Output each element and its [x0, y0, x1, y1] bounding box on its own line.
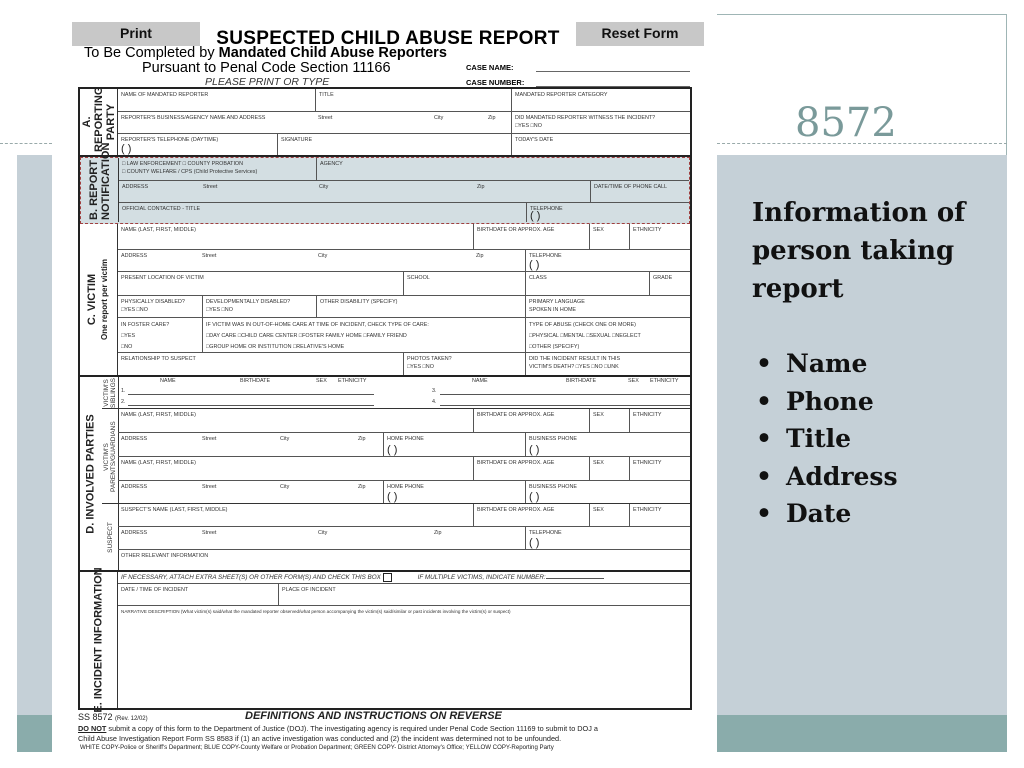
- sublabel-suspect: SUSPECT: [106, 521, 114, 553]
- instructions-line-2: Child Abuse Investigation Report Form SS 8583 if (1) an active investigation was conducted and (2) the incident was determined not to be unfounded.: [78, 734, 562, 743]
- suspect-birthdate-field[interactable]: BIRTHDATE OR APPROX. AGE: [474, 504, 590, 526]
- slide-title: 8572: [795, 100, 897, 146]
- form-row: [118, 433, 690, 457]
- suspect-name-field[interactable]: SUSPECT'S NAME (LAST, FIRST, MIDDLE): [118, 504, 474, 526]
- bullet-text: Name: [786, 349, 868, 378]
- bullet-item: • Name: [756, 349, 868, 378]
- column-header: ETHNICITY: [650, 378, 679, 384]
- slide-heading: Information of person taking report: [752, 198, 966, 304]
- field-label: City: [318, 253, 328, 259]
- definitions-note: DEFINITIONS AND INSTRUCTIONS ON REVERSE: [245, 710, 502, 722]
- section-reporting-party: [80, 86, 690, 157]
- field-label: City: [434, 115, 444, 121]
- bullet-text: Address: [786, 461, 898, 491]
- parent2-birthdate-field[interactable]: BIRTHDATE OR APPROX. AGE: [474, 457, 590, 480]
- victim-location-field[interactable]: PRESENT LOCATION OF VICTIM: [118, 272, 404, 295]
- sibling-number: 1.: [121, 388, 126, 394]
- signature-field[interactable]: SIGNATURE: [278, 134, 512, 155]
- field-label: TELEPHONE: [529, 253, 562, 259]
- form-row: [118, 250, 690, 272]
- field-label: City: [318, 530, 328, 536]
- death-checkboxes[interactable]: VICTIM'S DEATH? □YES □NO □UNK: [529, 364, 619, 370]
- bullet-list: [756, 345, 898, 533]
- field-label: City: [280, 436, 290, 442]
- suspect-sex-field[interactable]: SEX: [590, 504, 630, 526]
- form-row: [119, 203, 689, 222]
- parent2-name-field[interactable]: NAME (LAST, FIRST, MIDDLE): [118, 457, 474, 480]
- other-information-field[interactable]: OTHER RELEVANT INFORMATION: [121, 553, 209, 559]
- form-row: [118, 112, 690, 134]
- area-code: ( ): [530, 210, 541, 222]
- victim-name-field[interactable]: NAME (LAST, FIRST, MIDDLE): [118, 224, 474, 249]
- parent1-business-phone-field[interactable]: [526, 433, 690, 456]
- sibling-1-line[interactable]: [128, 394, 374, 395]
- field-label: ADDRESS: [121, 253, 148, 259]
- field-label: Zip: [477, 184, 485, 190]
- form-subtitle-2: Pursuant to Penal Code Section 11166: [142, 60, 391, 76]
- sibling-number: 4.: [432, 399, 437, 405]
- abuse-checkboxes[interactable]: □PHYSICAL □MENTAL □SEXUAL □NEGLECT: [529, 333, 641, 339]
- section-label: E. INCIDENT INFORMATION: [80, 572, 118, 708]
- attach-checkbox[interactable]: [383, 573, 392, 582]
- case-name-label: CASE NAME:: [466, 63, 514, 72]
- field-label: ADDRESS: [121, 484, 148, 490]
- official-telephone-field[interactable]: [527, 203, 689, 222]
- form-subtitle: [84, 45, 447, 61]
- column-header: BIRTHDATE: [240, 378, 271, 384]
- sibling-2-line[interactable]: [128, 405, 374, 406]
- todays-date-field[interactable]: TODAY'S DATE: [515, 137, 554, 143]
- parent1-birthdate-field[interactable]: BIRTHDATE OR APPROX. AGE: [474, 409, 590, 432]
- case-number-label: CASE NUMBER:: [466, 78, 525, 87]
- field-label: Street: [202, 484, 217, 490]
- yes-no-checkboxes[interactable]: □YES □NO: [206, 307, 233, 313]
- field-label: Street: [203, 184, 218, 190]
- agency-field[interactable]: AGENCY: [320, 161, 343, 167]
- form-row: [119, 181, 689, 203]
- column-header: NAME: [472, 378, 488, 384]
- area-code: ( ): [121, 143, 132, 155]
- divider: [717, 14, 1007, 15]
- bullet-item: • Title: [756, 424, 852, 453]
- parent2-ethnicity-field[interactable]: ETHNICITY: [633, 460, 662, 466]
- column-header: NAME: [160, 378, 176, 384]
- physically-disabled-field[interactable]: [118, 296, 203, 317]
- victim-count-field[interactable]: [546, 578, 604, 579]
- sublabel-siblings: VICTIM'S SIBLINGS: [103, 378, 118, 408]
- column-header: ETHNICITY: [338, 378, 367, 384]
- photos-taken-field[interactable]: [404, 353, 526, 375]
- form-row: [118, 550, 690, 570]
- section-label: A. REPORTING PARTY: [80, 89, 118, 155]
- grade-field[interactable]: GRADE: [653, 275, 673, 281]
- narrative-field[interactable]: NARRATIVE DESCRIPTION (What victim(s) said/what the mandated reporter observed/what person accompanying the victim(s) said/similar or past incidents involving the victim(s) or suspect): [121, 609, 511, 614]
- field-label: PRIMARY LANGUAGE: [529, 299, 585, 305]
- reporter-business-field[interactable]: [118, 112, 512, 133]
- parent2-address-field[interactable]: [118, 481, 384, 503]
- field-label: □ COUNTY WELFARE / CPS (Child Protective Services): [122, 169, 258, 175]
- field-label: TYPE OF ABUSE (CHECK ONE OR MORE): [529, 322, 636, 328]
- form-row: [118, 224, 690, 250]
- field-label: TELEPHONE: [530, 206, 563, 212]
- case-name-field[interactable]: [466, 63, 514, 72]
- case-number-field[interactable]: [466, 78, 524, 87]
- parent1-ethnicity-field[interactable]: ETHNICITY: [633, 412, 662, 418]
- victim-sex-field[interactable]: SEX: [590, 224, 630, 249]
- field-label: IF NECESSARY, ATTACH EXTRA SHEET(S) OR OTHER FORM(S) AND CHECK THIS BOX: [121, 574, 381, 582]
- attach-sheets-row: [118, 572, 690, 583]
- yes-no-checkboxes[interactable]: □YES □NO: [121, 307, 148, 313]
- class-field[interactable]: CLASS: [526, 272, 650, 295]
- reporter-title-field[interactable]: TITLE: [316, 89, 512, 111]
- official-contacted-field[interactable]: OFFICIAL CONTACTED - TITLE: [119, 203, 527, 222]
- section-involved-parties: [80, 377, 690, 572]
- yes-no-checkboxes[interactable]: □YES □NO: [407, 364, 434, 370]
- parent2-business-phone-field[interactable]: [526, 481, 690, 503]
- revision: (Rev. 12/02): [115, 716, 148, 722]
- suspect-address-field[interactable]: [118, 527, 526, 549]
- field-label: IF MULTIPLE VICTIMS, INDICATE NUMBER:: [417, 574, 546, 582]
- column-header: BIRTHDATE: [566, 378, 597, 384]
- section-label: B. REPORT NOTIFICATION: [81, 158, 119, 222]
- field-label: ADDRESS: [122, 184, 149, 190]
- witness-field[interactable]: [512, 112, 690, 133]
- area-code: ( ): [529, 259, 540, 271]
- victim-telephone-field[interactable]: [526, 250, 690, 271]
- section-title: C. VICTIM: [86, 273, 99, 326]
- report-form: [78, 86, 692, 713]
- field-label: HOME PHONE: [387, 436, 424, 442]
- victim-address-field[interactable]: [118, 250, 526, 271]
- reset-form-button[interactable]: Reset Form: [576, 22, 704, 46]
- bullet-text: Date: [786, 499, 852, 528]
- form-row: [118, 572, 690, 584]
- form-id: SS 8572: [78, 712, 113, 722]
- agency-type-checkboxes[interactable]: [119, 158, 317, 180]
- form-row: [118, 353, 690, 375]
- yes-checkbox[interactable]: □YES: [121, 333, 136, 339]
- form-row: [118, 504, 690, 527]
- parent1-address-field[interactable]: [118, 433, 384, 456]
- subtitle-text: To Be Completed by: [84, 45, 219, 61]
- form-title: SUSPECTED CHILD ABUSE REPORT: [216, 28, 560, 49]
- form-row: [118, 272, 690, 296]
- field-label: Zip: [488, 115, 496, 121]
- field-label: Street: [318, 115, 333, 121]
- field-label: HOME PHONE: [387, 484, 424, 490]
- field-label: PHYSICALLY DISABLED?: [121, 299, 185, 305]
- area-code: ( ): [529, 444, 540, 456]
- form-row: [118, 318, 690, 353]
- form-row: [118, 409, 690, 433]
- field-label: REPORTER'S TELEPHONE (DAYTIME): [121, 137, 219, 143]
- sublabel-parents: VICTIM'S PARENTS/GUARDIANS: [103, 420, 117, 492]
- foster-care-field[interactable]: [118, 318, 203, 352]
- field-label: IF VICTIM WAS IN OUT-OF-HOME CARE AT TIME OF INCIDENT, CHECK TYPE OF CARE:: [206, 322, 429, 328]
- field-label: Zip: [434, 530, 442, 536]
- copy-distribution: WHITE COPY-Police or Sheriff's Department; BLUE COPY-County Welfare or Probation Department; GREEN COPY- District Attorney's Office; YELLOW COPY-Reporting Party: [80, 744, 554, 751]
- form-row: [119, 158, 689, 181]
- sibling-number: 3.: [432, 388, 437, 394]
- field-label: BUSINESS PHONE: [529, 436, 577, 442]
- abuse-checkboxes[interactable]: □OTHER (SPECIFY): [529, 344, 580, 350]
- field-label: PHOTOS TAKEN?: [407, 356, 452, 362]
- field-label: City: [280, 484, 290, 490]
- dashed-divider: [0, 143, 52, 144]
- reporter-phone-field[interactable]: [118, 134, 278, 155]
- victim-ethnicity-field[interactable]: ETHNICITY: [633, 227, 662, 233]
- form-number: [78, 712, 148, 722]
- field-label: DID MANDATED REPORTER WITNESS THE INCIDENT?: [515, 115, 656, 121]
- do-not-label: DO NOT: [78, 724, 107, 733]
- reporter-name-field[interactable]: NAME OF MANDATED REPORTER: [118, 89, 316, 111]
- instructions-line-1: [78, 724, 598, 733]
- section-report-notification: [80, 142, 690, 224]
- sibling-4-line[interactable]: [440, 405, 690, 406]
- victim-birthdate-field[interactable]: BIRTHDATE OR APPROX. AGE: [474, 224, 590, 249]
- section-victim: [80, 224, 690, 377]
- section-incident-information: [80, 567, 690, 713]
- divider: [1006, 14, 1007, 155]
- parent1-home-phone-field[interactable]: [384, 433, 526, 456]
- field-label: Street: [202, 253, 217, 259]
- incident-place-field[interactable]: PLACE OF INCIDENT: [282, 587, 336, 593]
- form-row: [118, 606, 690, 708]
- field-label: DID THE INCIDENT RESULT IN THIS: [529, 356, 621, 362]
- field-label: ADDRESS: [121, 436, 148, 442]
- field-label: TELEPHONE: [529, 530, 562, 536]
- care-checkboxes[interactable]: □DAY CARE □CHILD CARE CENTER □FOSTER FAMILY HOME □FAMILY FRIEND: [206, 333, 407, 339]
- victim-death-field[interactable]: [526, 353, 690, 375]
- form-row: [118, 89, 690, 112]
- sibling-number: 2.: [121, 399, 126, 405]
- area-code: ( ): [387, 444, 398, 456]
- field-label: Zip: [358, 436, 366, 442]
- parent2-home-phone-field[interactable]: [384, 481, 526, 503]
- area-code: ( ): [529, 537, 540, 549]
- parent2-sex-field[interactable]: SEX: [590, 457, 630, 480]
- care-type-field[interactable]: [203, 318, 526, 352]
- field-label: Zip: [358, 484, 366, 490]
- field-label: Street: [202, 530, 217, 536]
- field-label: IN FOSTER CARE?: [121, 322, 170, 328]
- instruction-text: submit a copy of this form to the Department of Justice (DOJ). The investigating agency is required under Penal Code Section 11169 to submit to DOJ a: [106, 724, 598, 733]
- area-code: ( ): [529, 491, 540, 503]
- form-row: [118, 527, 690, 550]
- care-checkboxes[interactable]: □GROUP HOME OR INSTITUTION □RELATIVE'S HOME: [206, 344, 345, 350]
- field-label: BUSINESS PHONE: [529, 484, 577, 490]
- form-row: [118, 296, 690, 318]
- phone-call-datetime-field[interactable]: DATE/TIME OF PHONE CALL: [594, 184, 667, 190]
- field-label: DEVELOPMENTALLY DISABLED?: [206, 299, 291, 305]
- form-row: [118, 134, 690, 155]
- form-row: [118, 481, 690, 503]
- yes-no-checkboxes[interactable]: □YES □NO: [515, 123, 542, 129]
- sibling-3-line[interactable]: [440, 394, 690, 395]
- field-label: Street: [202, 436, 217, 442]
- incident-datetime-field[interactable]: DATE / TIME OF INCIDENT: [118, 584, 279, 605]
- parent1-sex-field[interactable]: SEX: [590, 409, 630, 432]
- field-label: REPORTER'S BUSINESS/AGENCY NAME AND ADDRESS: [121, 115, 266, 121]
- bullet-item: • Phone: [756, 386, 874, 416]
- field-label: Zip: [476, 253, 484, 259]
- form-instruction: PLEASE PRINT OR TYPE: [205, 76, 330, 88]
- field-label: □ LAW ENFORCEMENT □ COUNTY PROBATION: [122, 161, 244, 167]
- print-button[interactable]: Print: [72, 22, 200, 46]
- section-subtitle: One report per victim: [100, 259, 110, 340]
- developmentally-disabled-field[interactable]: [203, 296, 317, 317]
- section-label: D. INVOLVED PARTIES: [85, 413, 98, 534]
- suspect-telephone-field[interactable]: [526, 527, 690, 549]
- bullet-item: • Date: [756, 499, 852, 528]
- primary-language-field[interactable]: [526, 296, 690, 317]
- form-row: [118, 457, 690, 481]
- reporter-category-field[interactable]: MANDATED REPORTER CATEGORY: [515, 92, 608, 98]
- other-disability-field[interactable]: OTHER DISABILITY (SPECIFY): [317, 296, 526, 317]
- column-header: SEX: [628, 378, 639, 384]
- school-field[interactable]: SCHOOL: [404, 272, 526, 295]
- agency-address-field[interactable]: [119, 181, 591, 202]
- field-label: City: [319, 184, 329, 190]
- field-label: SPOKEN IN HOME: [529, 307, 577, 313]
- abuse-type-field[interactable]: [526, 318, 690, 352]
- parent1-name-field[interactable]: NAME (LAST, FIRST, MIDDLE): [118, 409, 474, 432]
- area-code: ( ): [387, 491, 398, 503]
- section-label: [80, 224, 118, 375]
- subtitle-bold: Mandated Child Abuse Reporters: [218, 45, 447, 61]
- field-label: ADDRESS: [121, 530, 148, 536]
- bullet-text: Phone: [786, 386, 874, 416]
- no-checkbox[interactable]: □NO: [121, 344, 133, 350]
- column-header: SEX: [316, 378, 327, 384]
- bullet-item: • Address: [756, 461, 898, 491]
- suspect-ethnicity-field[interactable]: ETHNICITY: [633, 507, 662, 513]
- bullet-text: Title: [786, 424, 852, 453]
- form-row: [118, 584, 690, 606]
- relationship-field[interactable]: RELATIONSHIP TO SUSPECT: [118, 353, 404, 375]
